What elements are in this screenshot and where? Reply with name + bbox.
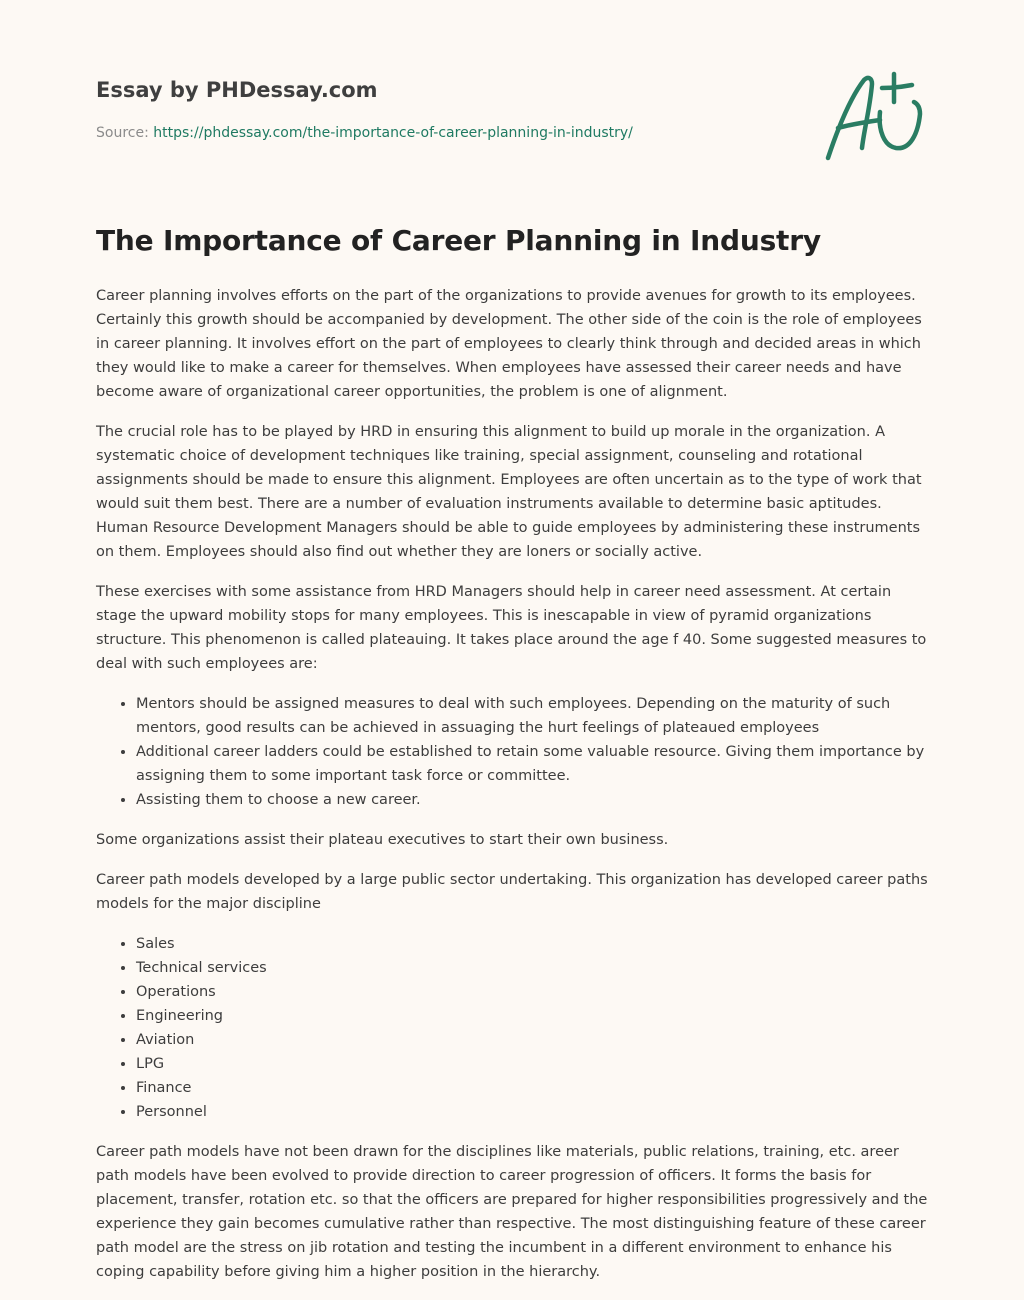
essay-body	[96, 284, 931, 1300]
a-plus-logo-icon	[818, 68, 930, 164]
list-item: • Aviation	[136, 1028, 931, 1052]
list-item: • Personnel	[136, 1100, 931, 1124]
site-brand: Essay by PHDessay.com	[96, 78, 378, 102]
list-item: • LPG	[136, 1052, 931, 1076]
source-label: Source:	[96, 125, 154, 141]
list-item: • Sales	[136, 932, 931, 956]
paragraph: Career planning involves efforts on the part of the organizations to provide avenues for growth to its employees. Certainly this growth should be accompanied by development. The other side of the coin is the role of employees in career planning. It involves effort on the part of employees to clearly think through and decided areas in which they would like to make a career for themselves. When employees have assessed their career needs and have become aware of organizational career opportunities, the problem is one of alignment.	[96, 288, 922, 400]
list-item: • Technical services	[136, 956, 931, 980]
paragraph: The crucial role has to be played by HRD in ensuring this alignment to build up morale in the organization. A systematic choice of development techniques like training, special assignment, counseling and rotational assignments should be made to ensure this alignment. Employees are often uncertain as to the type of work that would suit them best. There are a number of evaluation instruments available to determine basic aptitudes. Human Resource Development Managers should be able to guide employees by administering these instruments on them. Employees should also find out whether they are loners or socially active.	[96, 424, 922, 560]
list-item: • Additional career ladders could be established to retain some valuable resource. Giving them importance by assigning them to some important task force or committee.	[136, 740, 931, 788]
disciplines-list	[96, 932, 931, 1124]
paragraph: Some organizations assist their plateau executives to start their own business.	[96, 832, 669, 848]
source-link[interactable]: https://phdessay.com/the-importance-of-career-planning-in-industry/	[153, 125, 633, 141]
list-item: • Finance	[136, 1076, 931, 1100]
paragraph: Career path models have not been drawn for the disciplines like materials, public relations, training, etc. areer path models have been evolved to provide direction to career progression of officers. It forms the basis for placement, transfer, rotation etc. so that the officers are prepared for higher responsibilities progressively and the experience they gain becomes cumulative rather than respective. The most distinguishing feature of these career path model are the stress on jib rotation and testing the incumbent in a different environment to enhance his coping capability before giving him a higher position in the hierarchy.	[96, 1144, 928, 1280]
essay-title: The Importance of Career Planning in Industry	[96, 224, 821, 257]
paragraph: These exercises with some assistance from HRD Managers should help in career need assessment. At certain stage the upward mobility stops for many employees. This is inescapable in view of pyramid organizations structure. This phenomenon is called plateauing. It takes place around the age f 40. Some suggested measures to deal with such employees are:	[96, 584, 927, 672]
list-item: • Mentors should be assigned measures to deal with such employees. Depending on the maturity of such mentors, good results can be achieved in assuaging the hurt feelings of plateaued employees	[136, 692, 931, 740]
list-item: • Operations	[136, 980, 931, 1004]
source-line	[96, 125, 633, 141]
list-item: • Assisting them to choose a new career.	[136, 788, 931, 812]
paragraph: Career path models developed by a large public sector undertaking. This organization has developed career paths models for the major discipline	[96, 872, 928, 912]
measures-list	[96, 692, 931, 812]
list-item: • Engineering	[136, 1004, 931, 1028]
